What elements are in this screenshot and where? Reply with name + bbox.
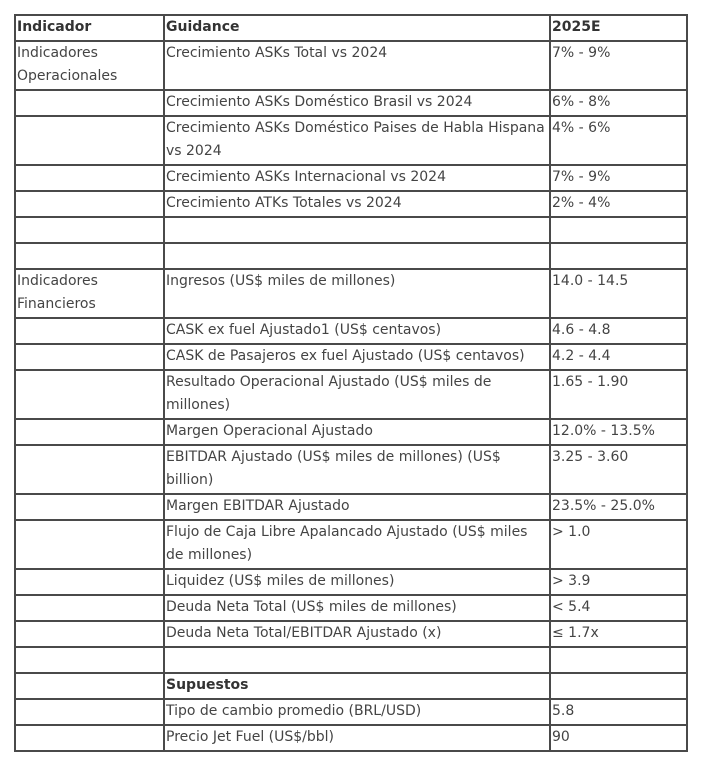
table-row — [15, 621, 687, 647]
indicador-cell — [15, 725, 164, 751]
table-row — [15, 595, 687, 621]
guidance-cell — [164, 243, 550, 269]
indicador-cell — [15, 217, 164, 243]
table-row — [15, 344, 687, 370]
value-cell: 5.8 — [550, 699, 687, 725]
table-row — [15, 165, 687, 191]
table-row — [15, 191, 687, 217]
value-cell: > 1.0 — [550, 520, 687, 569]
table-row — [15, 494, 687, 520]
indicador-cell: Indicadores Operacionales — [15, 41, 164, 90]
indicador-cell — [15, 621, 164, 647]
indicador-cell — [15, 90, 164, 116]
guidance-cell: Margen Operacional Ajustado — [164, 419, 550, 445]
guidance-cell: Margen EBITDAR Ajustado — [164, 494, 550, 520]
table-row — [15, 318, 687, 344]
table-row — [15, 699, 687, 725]
guidance-table-container — [14, 14, 688, 752]
guidance-cell: Precio Jet Fuel (US$/bbl) — [164, 725, 550, 751]
value-cell: 14.0 - 14.5 — [550, 269, 687, 318]
indicador-cell — [15, 370, 164, 419]
value-cell: 7% - 9% — [550, 165, 687, 191]
value-cell — [550, 243, 687, 269]
guidance-cell: Deuda Neta Total/EBITDAR Ajustado (x) — [164, 621, 550, 647]
value-cell: 4% - 6% — [550, 116, 687, 165]
table-row — [15, 725, 687, 751]
value-cell: 1.65 - 1.90 — [550, 370, 687, 419]
value-cell: ≤ 1.7x — [550, 621, 687, 647]
header-guidance: Guidance — [164, 15, 550, 41]
guidance-cell: Crecimiento ASKs Total vs 2024 — [164, 41, 550, 90]
indicador-cell — [15, 344, 164, 370]
guidance-cell: Flujo de Caja Libre Apalancado Ajustado (US$ miles de millones) — [164, 520, 550, 569]
guidance-table — [14, 14, 688, 752]
guidance-cell: Ingresos (US$ miles de millones) — [164, 269, 550, 318]
indicador-cell — [15, 520, 164, 569]
guidance-cell — [164, 647, 550, 673]
value-cell: 3.25 - 3.60 — [550, 445, 687, 494]
guidance-cell: Tipo de cambio promedio (BRL/USD) — [164, 699, 550, 725]
indicador-cell — [15, 647, 164, 673]
indicador-cell — [15, 494, 164, 520]
value-cell — [550, 647, 687, 673]
indicador-cell — [15, 243, 164, 269]
value-cell: 6% - 8% — [550, 90, 687, 116]
header-2025e: 2025E — [550, 15, 687, 41]
table-row — [15, 269, 687, 318]
indicador-cell — [15, 445, 164, 494]
table-row — [15, 520, 687, 569]
value-cell — [550, 673, 687, 699]
indicador-cell — [15, 569, 164, 595]
value-cell: 4.2 - 4.4 — [550, 344, 687, 370]
value-cell — [550, 217, 687, 243]
indicador-cell — [15, 699, 164, 725]
guidance-cell: Crecimiento ATKs Totales vs 2024 — [164, 191, 550, 217]
guidance-cell: CASK ex fuel Ajustado1 (US$ centavos) — [164, 318, 550, 344]
value-cell: < 5.4 — [550, 595, 687, 621]
indicador-cell — [15, 165, 164, 191]
table-row — [15, 90, 687, 116]
guidance-cell: Liquidez (US$ miles de millones) — [164, 569, 550, 595]
indicador-cell — [15, 116, 164, 165]
guidance-cell: CASK de Pasajeros ex fuel Ajustado (US$ centavos) — [164, 344, 550, 370]
guidance-cell: Crecimiento ASKs Doméstico Paises de Habla Hispana vs 2024 — [164, 116, 550, 165]
indicador-cell — [15, 191, 164, 217]
header-indicador: Indicador — [15, 15, 164, 41]
indicador-cell — [15, 318, 164, 344]
table-row — [15, 116, 687, 165]
value-cell: 90 — [550, 725, 687, 751]
indicador-cell — [15, 595, 164, 621]
guidance-cell: Crecimiento ASKs Doméstico Brasil vs 2024 — [164, 90, 550, 116]
table-row — [15, 445, 687, 494]
indicador-cell: Indicadores Financieros — [15, 269, 164, 318]
table-row-empty — [15, 217, 687, 243]
value-cell: > 3.9 — [550, 569, 687, 595]
guidance-cell: EBITDAR Ajustado (US$ miles de millones) (US$ billion) — [164, 445, 550, 494]
guidance-cell: Crecimiento ASKs Internacional vs 2024 — [164, 165, 550, 191]
table-row — [15, 370, 687, 419]
guidance-cell: Resultado Operacional Ajustado (US$ miles de millones) — [164, 370, 550, 419]
indicador-cell — [15, 419, 164, 445]
value-cell: 23.5% - 25.0% — [550, 494, 687, 520]
table-header-row — [15, 15, 687, 41]
table-row — [15, 569, 687, 595]
table-row-empty — [15, 243, 687, 269]
guidance-cell: Deuda Neta Total (US$ miles de millones) — [164, 595, 550, 621]
guidance-cell — [164, 217, 550, 243]
indicador-cell — [15, 673, 164, 699]
value-cell: 2% - 4% — [550, 191, 687, 217]
value-cell: 12.0% - 13.5% — [550, 419, 687, 445]
table-row-section — [15, 673, 687, 699]
section-heading-supuestos: Supuestos — [164, 673, 550, 699]
table-row — [15, 41, 687, 90]
value-cell: 7% - 9% — [550, 41, 687, 90]
value-cell: 4.6 - 4.8 — [550, 318, 687, 344]
table-row — [15, 419, 687, 445]
table-row-empty — [15, 647, 687, 673]
